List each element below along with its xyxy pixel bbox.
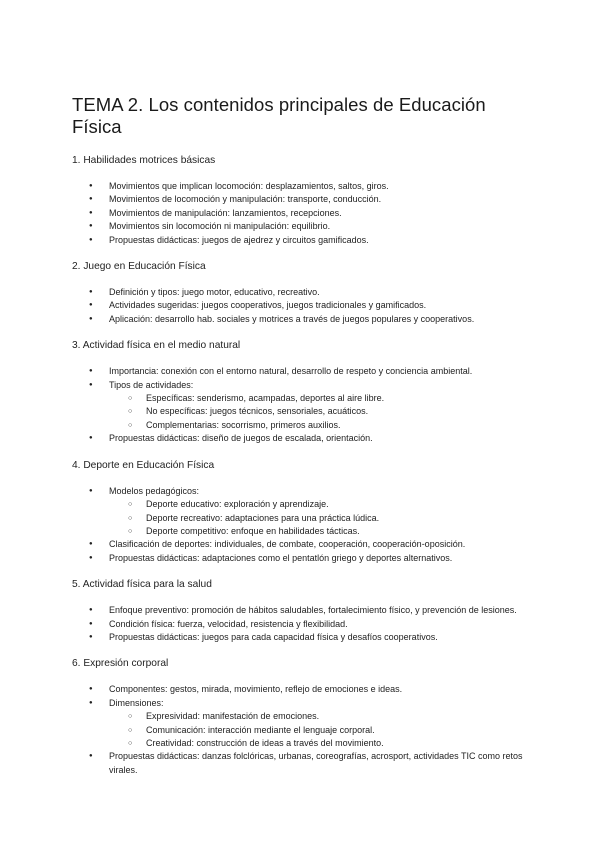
list-item-text: Enfoque preventivo: promoción de hábitos saludables, fortalecimiento físico, y prevención de lesiones. bbox=[109, 605, 517, 616]
list-item-text: Definición y tipos: juego motor, educativo, recreativo. bbox=[109, 287, 320, 298]
list-item bbox=[72, 697, 532, 751]
list-item bbox=[72, 234, 532, 247]
bullet-list bbox=[72, 180, 532, 247]
sub-bullet-list bbox=[109, 392, 532, 432]
list-item-text: Aplicación: desarrollo hab. sociales y motrices a través de juegos populares y cooperativos. bbox=[109, 313, 475, 324]
list-item-text: Clasificación de deportes: individuales, de combate, cooperación, cooperación-oposición. bbox=[109, 539, 466, 550]
list-item-text: Propuestas didácticas: juegos para cada capacidad física y desafíos cooperativos. bbox=[109, 631, 438, 642]
list-item-text: Movimientos de locomoción y manipulación: transporte, conducción. bbox=[109, 194, 382, 205]
list-item bbox=[72, 538, 532, 551]
bullet-list bbox=[72, 286, 532, 326]
list-item bbox=[72, 286, 532, 299]
list-item bbox=[72, 618, 532, 631]
bullet-list bbox=[72, 604, 532, 644]
sub-list-item: ○ Específicas: senderismo, acampadas, deportes al aire libre. bbox=[109, 392, 532, 405]
sub-list-item: ○ Deporte competitivo: enfoque en habilidades tácticas. bbox=[109, 525, 532, 538]
list-item bbox=[72, 299, 532, 312]
sub-list-item: ○ Expresividad: manifestación de emociones. bbox=[109, 710, 532, 723]
sub-list-item: ○ No específicas: juegos técnicos, sensoriales, acuáticos. bbox=[109, 405, 532, 418]
sub-list-item: ○ Deporte educativo: exploración y aprendizaje. bbox=[109, 498, 532, 511]
list-item bbox=[72, 750, 532, 777]
list-item bbox=[72, 180, 532, 193]
list-item bbox=[72, 379, 532, 433]
list-item-text: Condición física: fuerza, velocidad, resistencia y flexibilidad. bbox=[109, 618, 348, 629]
document-page bbox=[72, 94, 532, 790]
list-item bbox=[72, 207, 532, 220]
list-item-text: Importancia: conexión con el entorno natural, desarrollo de respeto y conciencia ambiental. bbox=[109, 366, 473, 377]
sub-list-item: ○ Deporte recreativo: adaptaciones para una práctica lúdica. bbox=[109, 512, 532, 525]
bullet-list bbox=[72, 365, 532, 445]
list-item-text: Modelos pedagógicos: bbox=[109, 485, 200, 496]
section-heading: 2. Juego en Educación Física bbox=[72, 261, 206, 273]
list-item-text: Actividades sugeridas: juegos cooperativos, juegos tradicionales y gamificados. bbox=[109, 300, 427, 311]
sub-list-item: ○ Complementarias: socorrismo, primeros auxilios. bbox=[109, 419, 532, 432]
section-heading: 5. Actividad física para la salud bbox=[72, 579, 212, 591]
list-item-text: Movimientos de manipulación: lanzamientos, recepciones. bbox=[109, 207, 342, 218]
section-heading: 1. Habilidades motrices básicas bbox=[72, 155, 216, 166]
list-item bbox=[72, 683, 532, 696]
list-item bbox=[72, 193, 532, 206]
section-heading: 3. Actividad física en el medio natural bbox=[72, 340, 241, 352]
list-item bbox=[72, 220, 532, 233]
list-item-text: Dimensiones: bbox=[109, 697, 164, 708]
page-title: TEMA 2. Los contenidos principales de Educación Física bbox=[72, 94, 486, 137]
list-item-text: Propuestas didácticas: diseño de juegos de escalada, orientación. bbox=[109, 433, 373, 444]
list-item bbox=[72, 313, 532, 326]
sub-bullet-list bbox=[109, 498, 532, 538]
sub-list-item: ○ Comunicación: interacción mediante el lenguaje corporal. bbox=[109, 724, 532, 737]
list-item bbox=[72, 485, 532, 539]
list-item bbox=[72, 365, 532, 378]
list-item-text: Componentes: gestos, mirada, movimiento, reflejo de emociones e ideas. bbox=[109, 684, 403, 695]
section-heading: 6. Expresión corporal bbox=[72, 658, 169, 670]
list-item bbox=[72, 604, 532, 617]
list-item bbox=[72, 631, 532, 644]
list-item-text: Propuestas didácticas: adaptaciones como el pentatlón griego y deportes alternativos. bbox=[109, 552, 453, 563]
sections-container bbox=[72, 154, 532, 777]
sub-bullet-list bbox=[109, 710, 532, 750]
list-item-text: Movimientos sin locomoción ni manipulación: equilibrio. bbox=[109, 221, 331, 232]
list-item-text: Tipos de actividades: bbox=[109, 379, 194, 390]
section-heading: 4. Deporte en Educación Física bbox=[72, 459, 215, 471]
list-item-text: Movimientos que implican locomoción: desplazamientos, saltos, giros. bbox=[109, 181, 389, 191]
list-item-text: Propuestas didácticas: danzas folclóricas, urbanas, coreografías, acrosport, actividades TIC como retos virales. bbox=[109, 751, 523, 775]
sub-list-item: ○ Creatividad: construcción de ideas a través del movimiento. bbox=[109, 737, 532, 750]
bullet-list bbox=[72, 485, 532, 565]
list-item bbox=[72, 552, 532, 565]
list-item-text: Propuestas didácticas: juegos de ajedrez y circuitos gamificados. bbox=[109, 234, 369, 245]
bullet-list bbox=[72, 683, 532, 777]
list-item bbox=[72, 432, 532, 445]
